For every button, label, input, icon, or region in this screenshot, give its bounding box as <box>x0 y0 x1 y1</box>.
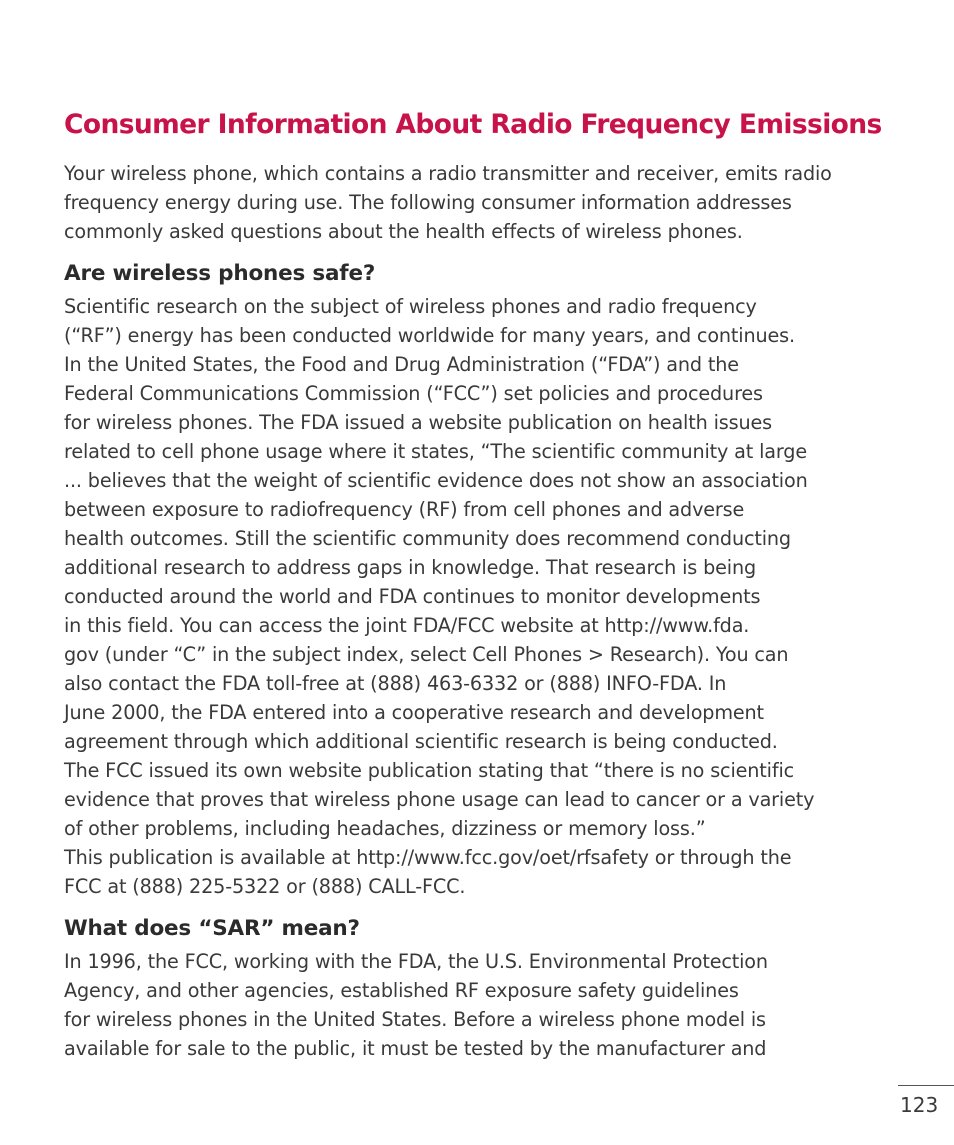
intro-line: Your wireless phone, which contains a radio transmitter and receiver, emits radio <box>64 162 832 185</box>
paragraph-line: June 2000, the FDA entered into a cooperative research and development <box>64 701 764 724</box>
paragraph-line: In 1996, the FCC, working with the FDA, the U.S. Environmental Protection <box>64 950 768 973</box>
sar-paragraph <box>64 947 768 1063</box>
paragraph-line: ... believes that the weight of scientific evidence does not show an association <box>64 469 808 492</box>
paragraph-line: in this field. You can access the joint FDA/FCC website at http://www.fda. <box>64 614 750 637</box>
paragraph-line: conducted around the world and FDA continues to monitor developments <box>64 585 761 608</box>
paragraph-line: FCC at (888) 225-5322 or (888) CALL-FCC. <box>64 875 466 898</box>
paragraph-line: related to cell phone usage where it states, “The scientific community at large <box>64 440 807 463</box>
paragraph-line: available for sale to the public, it must be tested by the manufacturer and <box>64 1037 767 1060</box>
intro-paragraph <box>64 159 832 246</box>
paragraph-line: This publication is available at http://www.fcc.gov/oet/rfsafety or through the <box>64 846 792 869</box>
page-number-rule <box>898 1085 954 1086</box>
paragraph-line: additional research to address gaps in knowledge. That research is being <box>64 556 756 579</box>
paragraph-line: The FCC issued its own website publication stating that “there is no scientific <box>64 759 795 782</box>
paragraph-line: of other problems, including headaches, dizziness or memory loss.” <box>64 817 706 840</box>
page-number: 123 <box>900 1093 939 1117</box>
paragraph-line: (“RF”) energy has been conducted worldwide for many years, and continues. <box>64 324 795 347</box>
paragraph-line: agreement through which additional scientific research is being conducted. <box>64 730 778 753</box>
section-heading-sar: What does “SAR” mean? <box>64 916 360 941</box>
intro-line: commonly asked questions about the health effects of wireless phones. <box>64 220 743 243</box>
paragraph-line: for wireless phones in the United States. Before a wireless phone model is <box>64 1008 766 1031</box>
paragraph-line: gov (under “C” in the subject index, select Cell Phones > Research). You can <box>64 643 789 666</box>
paragraph-line: Agency, and other agencies, established RF exposure safety guidelines <box>64 979 739 1002</box>
paragraph-line: between exposure to radiofrequency (RF) from cell phones and adverse <box>64 498 745 521</box>
paragraph-line: evidence that proves that wireless phone usage can lead to cancer or a variety <box>64 788 815 811</box>
paragraph-line: health outcomes. Still the scientific community does recommend conducting <box>64 527 791 550</box>
intro-line: frequency energy during use. The following consumer information addresses <box>64 191 792 214</box>
paragraph-line: Scientific research on the subject of wireless phones and radio frequency <box>64 295 757 318</box>
paragraph-line: Federal Communications Commission (“FCC”) set policies and procedures <box>64 382 763 405</box>
paragraph-line: also contact the FDA toll-free at (888) 463-6332 or (888) INFO-FDA. In <box>64 672 727 695</box>
safety-paragraph <box>64 292 814 843</box>
paragraph-line: In the United States, the Food and Drug Administration (“FDA”) and the <box>64 353 739 376</box>
paragraph-line: for wireless phones. The FDA issued a website publication on health issues <box>64 411 772 434</box>
availability-paragraph <box>64 843 791 901</box>
page-title: Consumer Information About Radio Frequency Emissions <box>64 109 882 140</box>
section-heading-safety: Are wireless phones safe? <box>64 261 376 286</box>
